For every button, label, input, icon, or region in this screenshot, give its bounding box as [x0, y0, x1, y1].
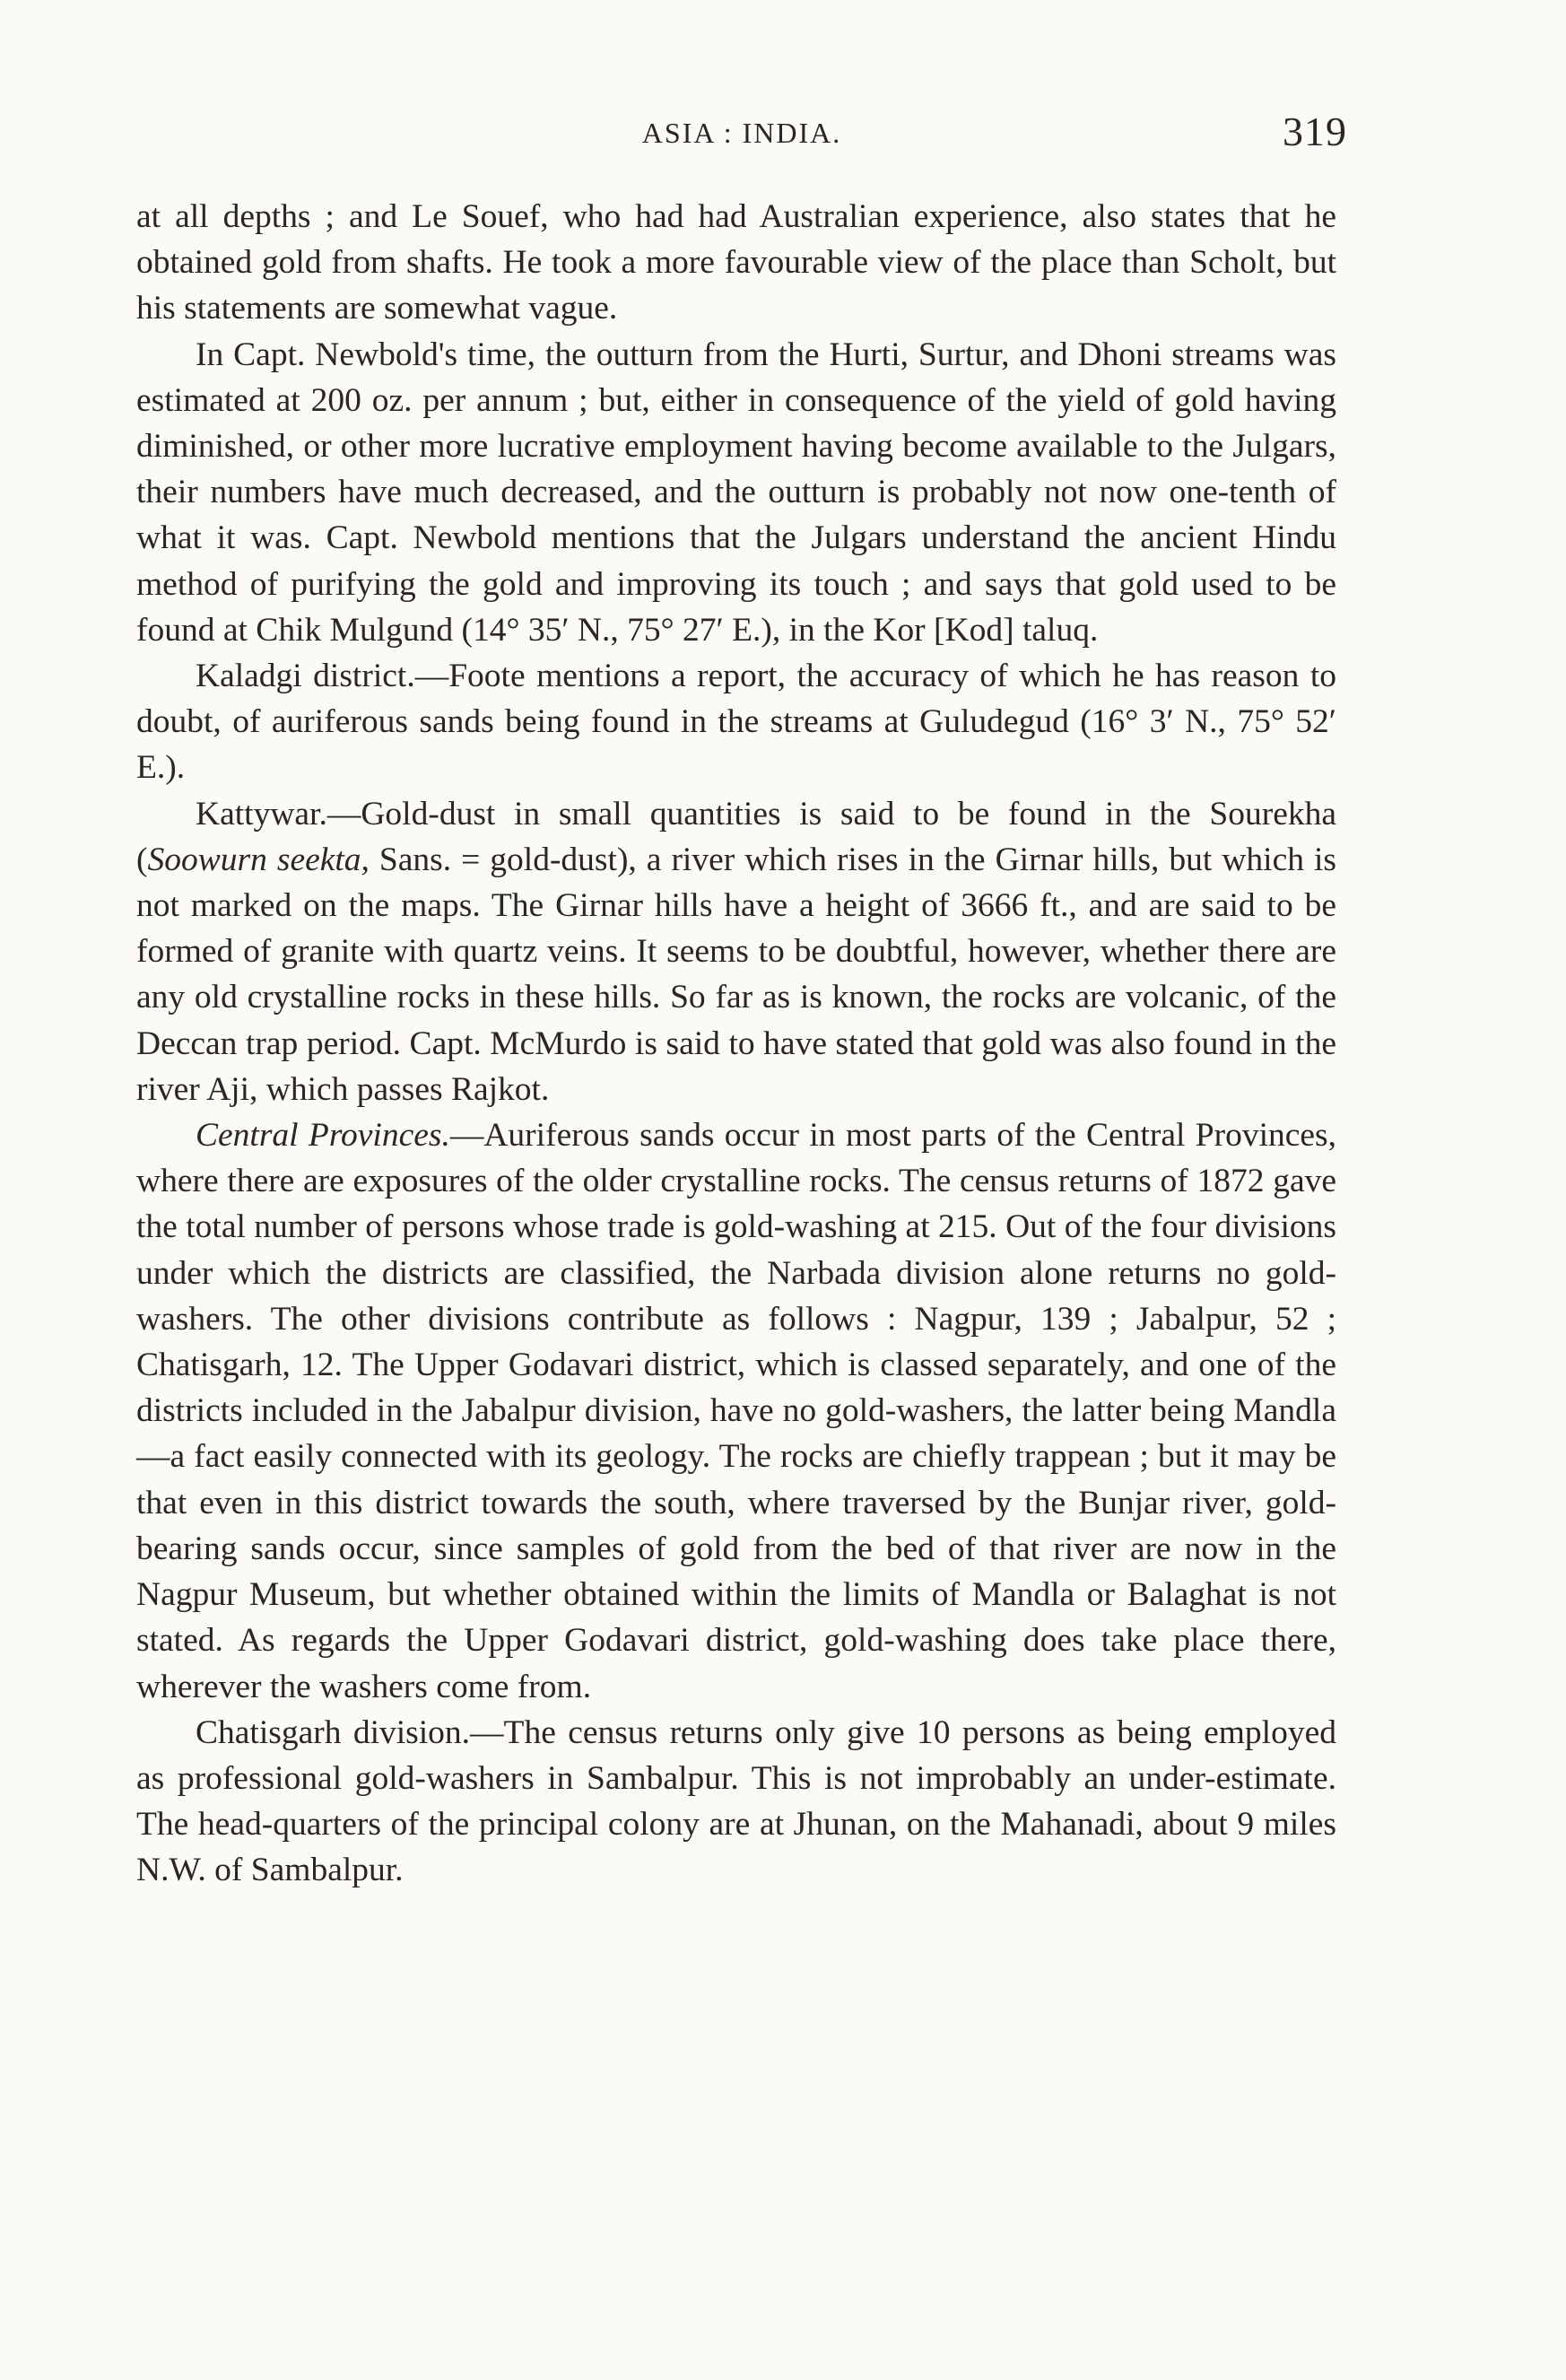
running-head: ASIA : INDIA. — [641, 117, 842, 149]
paragraph-continuation: at all depths ; and Le Souef, who had had Australian experience, also states that he obtained gold from shafts. He took a more favourable view of the place than Scholt, but his statements are somewhat vague. — [136, 198, 1336, 327]
paragraph-kaladgi: Kaladgi district.—Foote mentions a report, the accuracy of which he has reason to doubt, of auriferous sands being found in the streams at Guludegud (16° 3′ N., 75° 52′ E.). — [136, 658, 1336, 787]
kattywar-rest: Sans. = gold-dust), a river which rises in the Girnar hills, but which is not marked on the maps. The Girnar hills have a height of 3666 ft., and are said to be formed of granite with quartz veins. It seems to be doubtful, however, whether there are any old crystalline rocks in these hills. So far as is known, the rocks are volcanic, of the Deccan trap period. Capt. McMurdo is said to have stated that gold was also found in the river Aji, which passes Rajkot. — [136, 841, 1336, 1108]
paragraph-newbold: In Capt. Newbold's time, the outturn from the Hurti, Surtur, and Dhoni streams was estimated at 200 oz. per annum ; but, either in consequence of the yield of gold having diminished, or other more lucrative employment having become available to the Julgars, their numbers have much decreased, and the outturn is probably not now one-tenth of what it was. Capt. Newbold mentions that the Julgars understand the ancient Hindu method of purifying the gold and improving its touch ; and says that gold used to be found at Chik Mulgund (14° 35′ N., 75° 27′ E.), in the Kor [Kod] taluq. — [136, 336, 1336, 649]
paragraph-central-provinces — [136, 1112, 1336, 1710]
kattywar-lead: Kattywar.—Gold-dust in small quantities is said to be found in the Sourekha ( — [136, 795, 1336, 878]
central-provinces-heading: Central Provinces. — [196, 1117, 450, 1155]
page-number: 319 — [1283, 109, 1347, 154]
page-header — [136, 108, 1347, 161]
body-text — [136, 194, 1336, 1894]
kattywar-sanskrit-term: Soowurn seekta, — [147, 841, 370, 878]
paragraph-chatisgarh: Chatisgarh division.—The census returns only give 10 persons as being employed as professional gold-washers in Sambalpur. This is not improbably an under-estimate. The head-quarters of the principal colony are at Jhunan, on the Mahanadi, about 9 miles N.W. of Sambalpur. — [136, 1713, 1336, 1889]
central-provinces-rest: —Auriferous sands occur in most parts of the Central Provinces, where there are exposures of the older crystalline rocks. The census returns of 1872 gave the total number of persons whose trade is gold-washing at 215. Out of the four divisions under which the districts are classified, the Narbada division alone returns no gold-washers. The other divisions contribute as follows : Nagpur, 139 ; Jabalpur, 52 ; Chatisgarh, 12. The Upper Godavari district, which is classed separately, and one of the districts included in the Jabalpur division, have no gold-washers, the latter being Mandla—a fact easily connected with its geology. The rocks are chiefly trappean ; but it may be that even in this district towards the south, where traversed by the Bunjar river, gold-bearing sands occur, since samples of gold from the bed of that river are now in the Nagpur Museum, but whether obtained within the limits of Mandla or Balaghat is not stated. As regards the Upper Godavari district, gold-washing does take place there, wherever the washers come from. — [136, 1117, 1336, 1705]
paragraph-kattywar — [136, 791, 1336, 1112]
